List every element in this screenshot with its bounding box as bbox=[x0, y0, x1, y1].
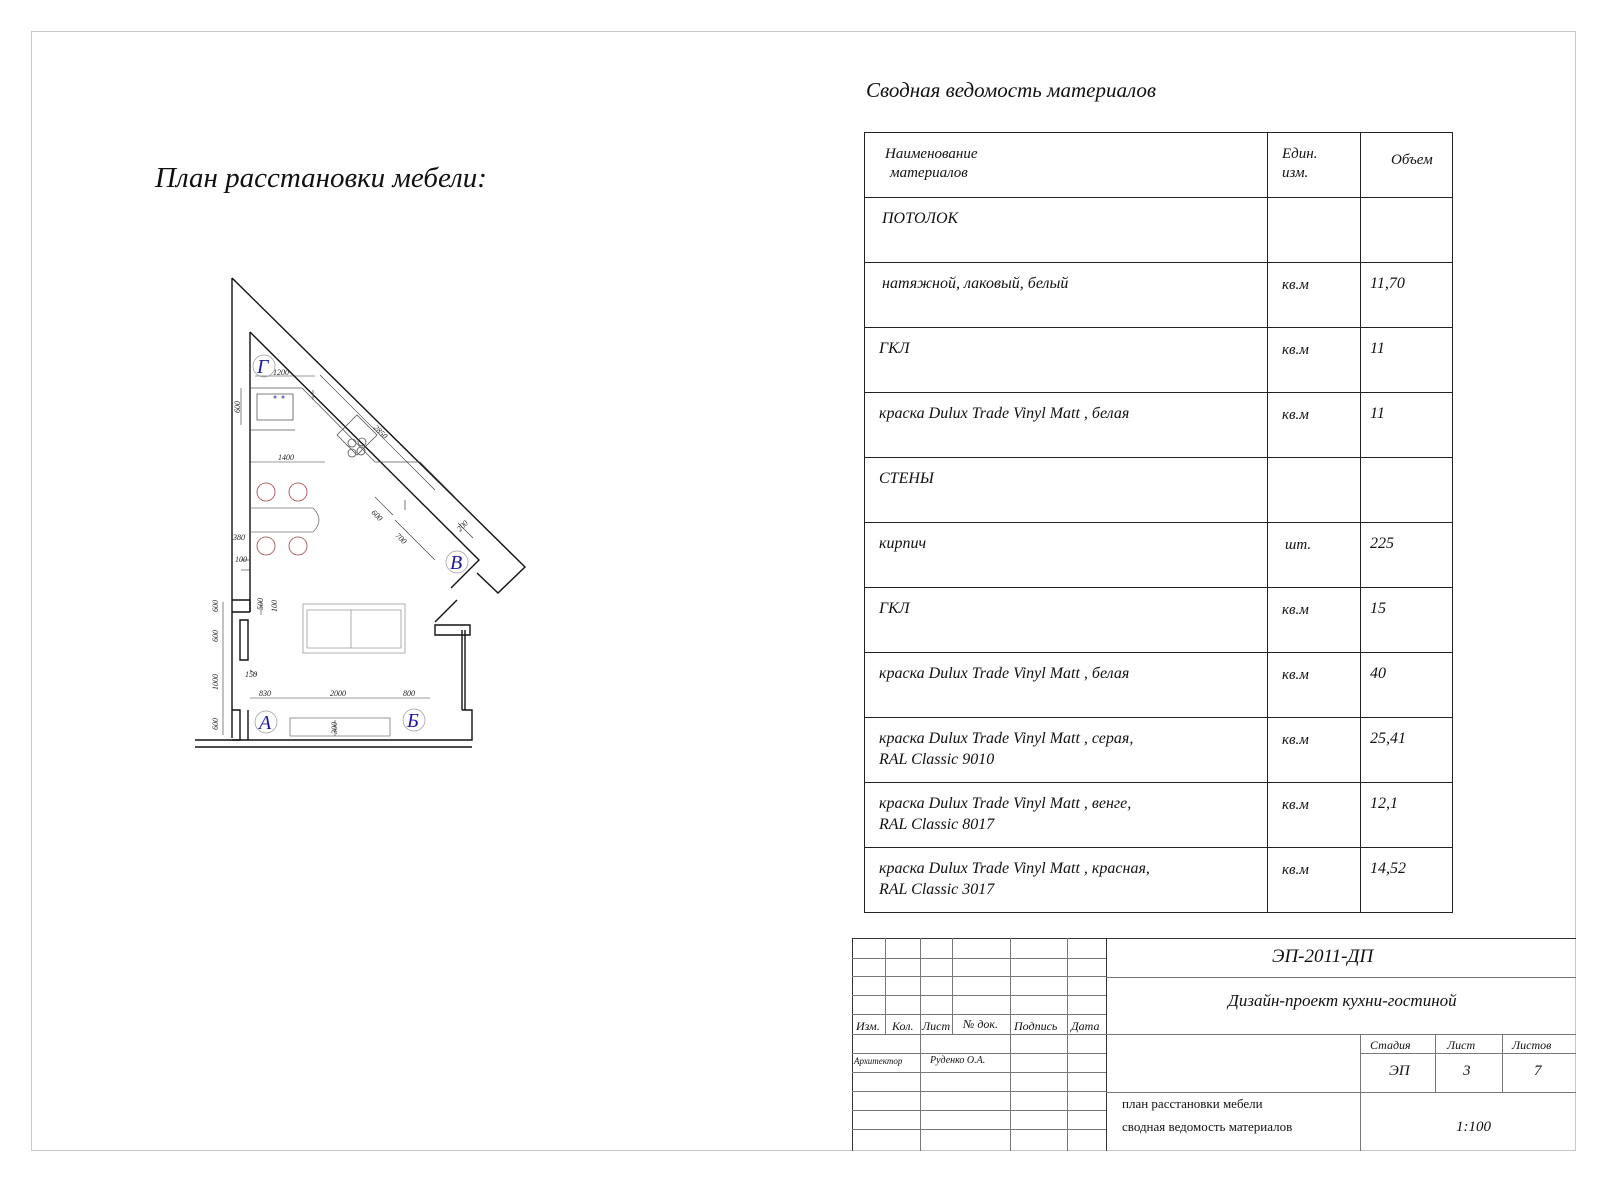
table-row bbox=[865, 588, 1453, 653]
row-name-line2: RAL Classic 3017 bbox=[879, 881, 995, 898]
marker-b: Б bbox=[407, 710, 419, 732]
header-unit-line1: Един. bbox=[1282, 146, 1318, 162]
row-name-line1: краска Dulux Trade Vinyl Matt , серая, bbox=[879, 730, 1134, 747]
row-volume bbox=[1361, 458, 1453, 523]
col-sign: Подпись bbox=[1014, 1019, 1058, 1033]
row-unit: шт. bbox=[1268, 523, 1361, 588]
scale-value: 1:100 bbox=[1456, 1119, 1491, 1135]
header-name-line2: материалов bbox=[890, 165, 968, 181]
col-doc: № док. bbox=[963, 1017, 998, 1031]
dim-text: 700 bbox=[393, 531, 409, 546]
table-row bbox=[865, 328, 1453, 393]
row-name: ГКЛ bbox=[865, 588, 1268, 653]
dim-text: 1200 bbox=[273, 368, 289, 377]
dim-text: 2000 bbox=[330, 689, 346, 698]
dim-text: 300 bbox=[330, 722, 339, 734]
row-unit: кв.м bbox=[1268, 263, 1361, 328]
sheet-description-2: сводная ведомость материалов bbox=[1122, 1119, 1293, 1134]
row-volume: 11 bbox=[1361, 328, 1453, 393]
row-name: краска Dulux Trade Vinyl Matt , белая bbox=[865, 393, 1268, 458]
person-name: Руденко О.А. bbox=[930, 1055, 986, 1066]
row-name bbox=[865, 783, 1268, 848]
sheet-label: Лист bbox=[1447, 1038, 1476, 1052]
row-volume: 40 bbox=[1361, 653, 1453, 718]
table-row bbox=[865, 848, 1453, 913]
dim-text: 600 bbox=[211, 600, 220, 612]
marker-g: Г bbox=[257, 356, 269, 378]
table-row bbox=[865, 393, 1453, 458]
row-volume: 25,41 bbox=[1361, 718, 1453, 783]
row-unit bbox=[1268, 198, 1361, 263]
dim-text: 1400 bbox=[278, 453, 294, 462]
row-name: ПОТОЛОК bbox=[865, 198, 1268, 263]
header-unit bbox=[1268, 133, 1361, 198]
col-list: Лист bbox=[922, 1019, 951, 1033]
row-unit: кв.м bbox=[1268, 653, 1361, 718]
dim-text: 150 bbox=[245, 670, 257, 679]
row-unit: кв.м bbox=[1268, 848, 1361, 913]
bar-counter bbox=[250, 483, 319, 555]
dim-text: 600 bbox=[369, 508, 385, 523]
header-volume: Объем bbox=[1361, 133, 1453, 198]
doc-code: ЭП-2011-ДП bbox=[1272, 946, 1374, 967]
row-name: натяжной, лаковый, белый bbox=[865, 263, 1268, 328]
dim-text: 800 bbox=[403, 689, 415, 698]
dim-text: 100 bbox=[270, 600, 279, 612]
row-name bbox=[865, 718, 1268, 783]
dim-text: 500 bbox=[256, 598, 265, 610]
dim-text: 600 bbox=[233, 401, 242, 413]
row-unit: кв.м bbox=[1268, 328, 1361, 393]
col-date: Дата bbox=[1071, 1019, 1100, 1033]
dim-text: 600 bbox=[211, 630, 220, 642]
row-name-line2: RAL Classic 9010 bbox=[879, 751, 995, 768]
table-row bbox=[865, 458, 1453, 523]
dim-text: 380 bbox=[233, 533, 245, 542]
plan-title: План расстановки мебели: bbox=[155, 162, 487, 194]
header-name bbox=[865, 133, 1268, 198]
row-unit: кв.м bbox=[1268, 718, 1361, 783]
title-block bbox=[852, 938, 1576, 1151]
row-volume: 12,1 bbox=[1361, 783, 1453, 848]
row-name: краска Dulux Trade Vinyl Matt , белая bbox=[865, 653, 1268, 718]
header-name-line1: Наименование bbox=[885, 146, 978, 162]
table-row bbox=[865, 198, 1453, 263]
stage-label: Стадия bbox=[1370, 1038, 1411, 1052]
marker-a: А bbox=[259, 712, 272, 734]
row-name bbox=[865, 848, 1268, 913]
sheet-description-1: план расстановки мебели bbox=[1122, 1096, 1263, 1111]
dim-text: 1000 bbox=[211, 674, 220, 690]
marker-v: В bbox=[450, 552, 463, 574]
col-izm: Изм. bbox=[856, 1019, 880, 1033]
materials-header-row bbox=[865, 133, 1453, 198]
row-unit: кв.м bbox=[1268, 588, 1361, 653]
dim-text: 200 bbox=[455, 518, 470, 534]
row-volume: 11,70 bbox=[1361, 263, 1453, 328]
table-row bbox=[865, 523, 1453, 588]
row-volume: 14,52 bbox=[1361, 848, 1453, 913]
row-name-line1: краска Dulux Trade Vinyl Matt , красная, bbox=[879, 860, 1150, 877]
table-row bbox=[865, 263, 1453, 328]
table-row bbox=[865, 653, 1453, 718]
furniture-plan-drawing bbox=[195, 270, 555, 780]
row-unit: кв.м bbox=[1268, 393, 1361, 458]
dim-text: 830 bbox=[259, 689, 271, 698]
row-volume: 15 bbox=[1361, 588, 1453, 653]
kitchen-counter bbox=[250, 388, 455, 510]
sheet-value: 3 bbox=[1463, 1063, 1471, 1079]
row-name: кирпич bbox=[865, 523, 1268, 588]
sheets-label: Листов bbox=[1512, 1038, 1552, 1052]
role-label: Архитектор bbox=[854, 1056, 903, 1066]
header-unit-line2: изм. bbox=[1282, 165, 1309, 181]
dim-text: 600 bbox=[211, 718, 220, 730]
materials-table bbox=[864, 132, 1453, 913]
table-row bbox=[865, 783, 1453, 848]
dim-text: 100 bbox=[235, 555, 247, 564]
row-name-line1: краска Dulux Trade Vinyl Matt , венге, bbox=[879, 795, 1132, 812]
row-name-line2: RAL Classic 8017 bbox=[879, 816, 995, 833]
row-name: СТЕНЫ bbox=[865, 458, 1268, 523]
row-volume: 11 bbox=[1361, 393, 1453, 458]
sofa bbox=[303, 604, 405, 653]
col-kol: Кол. bbox=[892, 1019, 914, 1033]
row-unit: кв.м bbox=[1268, 783, 1361, 848]
project-name: Дизайн-проект кухни-гостиной bbox=[1228, 991, 1457, 1010]
table-row bbox=[865, 718, 1453, 783]
stage-value: ЭП bbox=[1389, 1063, 1410, 1079]
row-volume: 225 bbox=[1361, 523, 1453, 588]
sheets-value: 7 bbox=[1534, 1063, 1542, 1079]
materials-title: Сводная ведомость материалов bbox=[866, 78, 1156, 102]
row-unit bbox=[1268, 458, 1361, 523]
row-volume bbox=[1361, 198, 1453, 263]
dim-text: 2850 bbox=[371, 423, 390, 441]
row-name: ГКЛ bbox=[865, 328, 1268, 393]
tv-unit bbox=[290, 718, 390, 736]
